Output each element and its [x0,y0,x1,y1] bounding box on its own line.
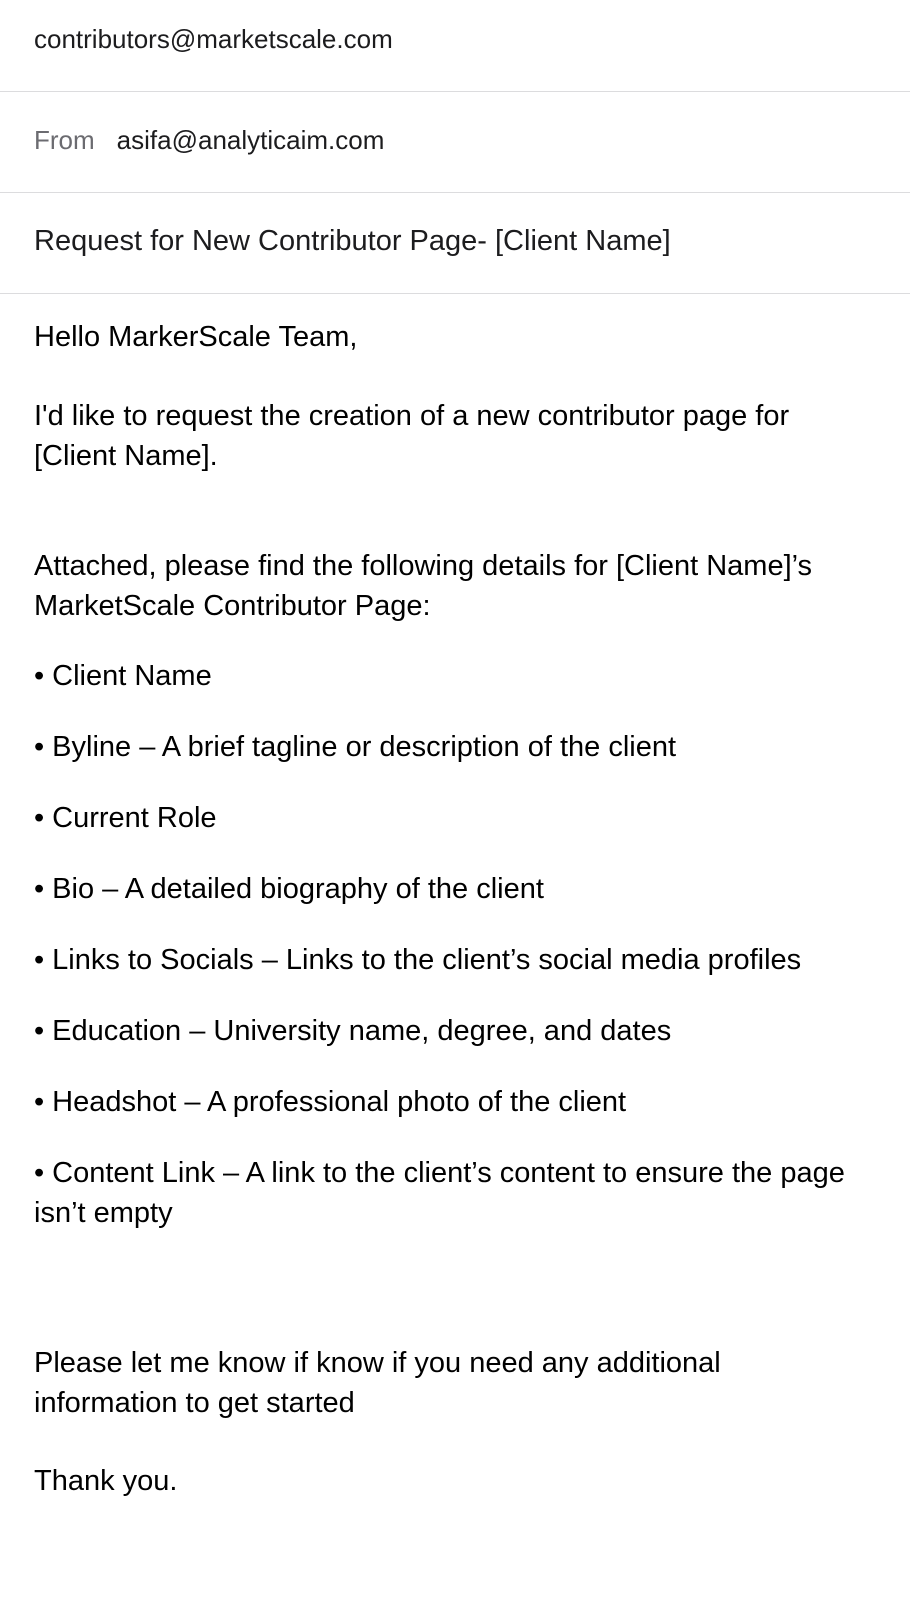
list-item [34,1153,864,1233]
bullet-icon: • [34,1157,45,1189]
bullet-icon: • [34,873,45,905]
list-item [34,1011,864,1051]
from-label: From [34,125,95,155]
bullet-icon: • [34,802,45,834]
sign-off: Thank you. [34,1465,178,1497]
bullet-icon: • [34,731,45,763]
list-item-text: Headshot – A professional photo of the client [52,1086,627,1118]
list-item-text: Current Role [52,802,217,834]
from-line [34,125,384,156]
list-item-text: Byline – A brief tagline or description of the client [52,731,677,763]
subject-text[interactable]: Request for New Contributor Page- [Client Name] [34,225,671,257]
list-item-text: Links to Socials – Links to the client’s social media profiles [52,944,802,976]
list-item-text: Client Name [52,660,212,692]
list-item-text: Education – University name, degree, and dates [52,1015,672,1047]
details-list [34,656,864,1233]
list-item [34,869,864,909]
to-address[interactable]: contributors@marketscale.com [34,24,393,54]
from-field[interactable] [0,92,910,193]
subject-field[interactable] [0,193,910,294]
list-item [34,798,864,838]
bullet-icon: • [34,944,45,976]
bullet-icon: • [34,660,45,692]
bullet-icon: • [34,1086,45,1118]
intro-paragraph: I'd like to request the creation of a new contributor page for [Client Name]. [34,400,790,472]
list-item [34,940,864,980]
from-address[interactable]: asifa@analyticaim.com [116,125,385,155]
attached-paragraph: Attached, please find the following details for [Client Name]’s MarketScale Contributor Page: [34,550,813,622]
list-item [34,727,864,767]
message-body[interactable] [34,317,864,1501]
closing-paragraph: Please let me know if know if you need any additional information to get started [34,1347,721,1419]
bullet-icon: • [34,1015,45,1047]
list-item [34,1082,864,1122]
list-item-text: Bio – A detailed biography of the client [52,873,544,905]
greeting: Hello MarkerScale Team, [34,321,358,353]
list-item-text: Content Link – A link to the client’s content to ensure the page isn’t empty [34,1157,845,1229]
list-item [34,656,864,696]
to-field[interactable] [0,0,910,92]
